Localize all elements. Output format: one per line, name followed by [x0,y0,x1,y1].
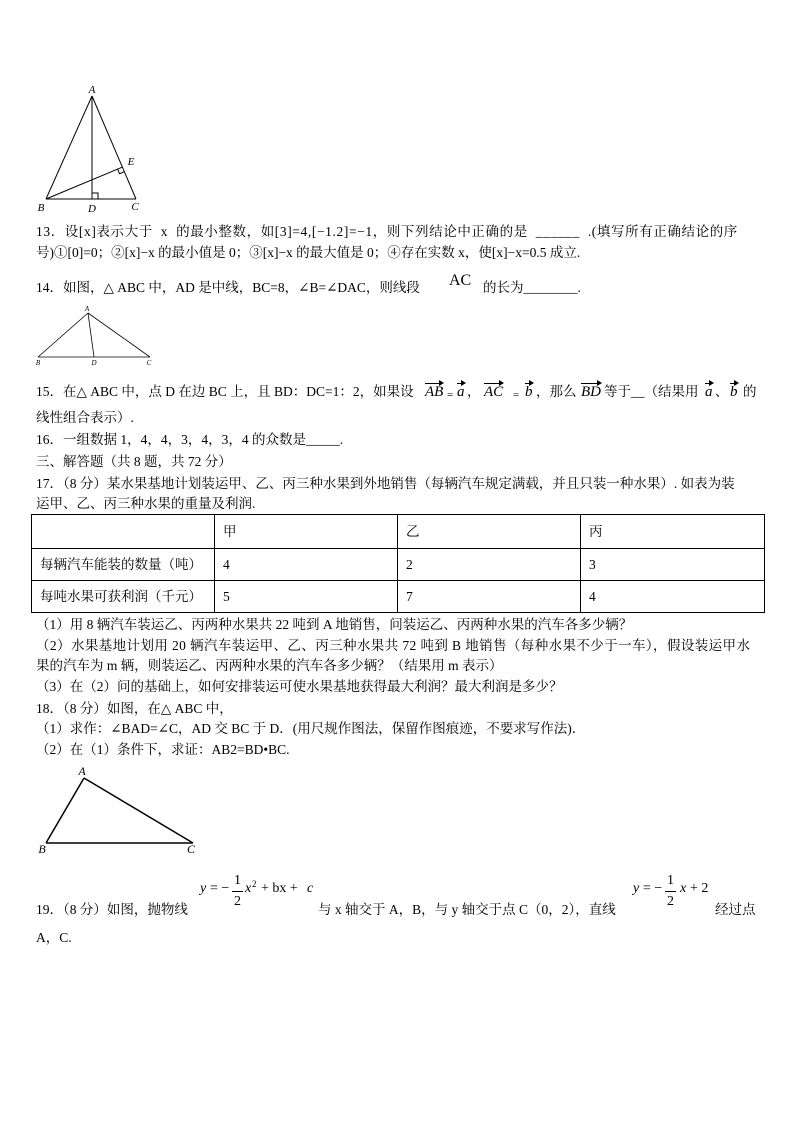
vector-a: a [457,384,465,400]
formula-equals-minus: = − [643,881,663,896]
formula-y: y [200,881,207,896]
fraction-numerator: 1 [234,873,241,888]
q17-text-line1: 17．（8 分）某水果基地计划装运甲、乙、丙三种水果到外地销售（每辆汽车规定满载，并且只装一种水果）. 如表为装 [36,476,735,491]
q13-text-line1: 13．设[x]表示大于 x 的最小整数，如[3]=4,[−1.2]=−1，则下列结论中正确的是 ______ .(填写所有正确结论的序 [36,224,738,239]
table-header-cell: 甲 [215,515,398,549]
q17-part1: （1）用 8 辆汽车装运乙、丙两种水果共 22 吨到 A 地销售，问装运乙、丙两种水果的汽车各多少辆？ [36,617,633,632]
equals-sign: = [513,389,520,401]
label-e: E [127,156,135,168]
vector-b: b [730,384,738,400]
q15-text-line2: 线性组合表示）. [36,410,134,425]
label-a: A [88,84,96,96]
segment-ab [38,313,88,357]
table-cell: 2 [398,549,581,581]
label-d: D [88,203,96,215]
parabola-equation [200,873,318,911]
q15-line1 [0,384,794,402]
fraction-denominator: 2 [667,894,674,909]
median-ad [88,313,94,357]
fraction-denominator: 2 [234,894,241,909]
line-equation [632,873,712,911]
comma: ， [467,384,481,399]
vector-bd: BD [581,384,601,400]
vector-a: a [705,384,713,400]
figure-triangle-altitudes [30,80,150,215]
table-row [32,549,765,581]
vector-ac: AC [484,384,504,400]
formula-exponent: 2 [252,879,257,889]
q13-text-line2: 号)①[0]=0；②[x]−x 的最小值是 0；③[x]−x 的最大值是 0；④存在实数 x，使[x]−x=0.5 成立. [36,245,581,260]
q14-text-lead: 14．如图，△ ABC 中，AD 是中线，BC=8，∠B=∠DAC，则线段 [36,280,420,295]
formula-equals-minus: = − [210,881,230,896]
vector-ab: AB [425,384,444,400]
q14-text-tail: 的长为________. [483,280,581,295]
formula-plus-bx: + bx + [261,881,298,896]
q17-part2-line2: 果的汽车为 m 辆，则装运乙、丙两种水果的汽车各多少辆？（结果用 m 表示） [36,658,503,673]
segment-be [46,167,122,199]
q18-text-line1: 18．（8 分）如图，在△ ABC 中， [36,701,233,716]
q19-text-line2: A，C. [36,930,72,945]
table-header-cell: 乙 [398,515,581,549]
segment-ab [46,778,84,843]
vector-b: b [525,384,533,400]
label-b: B [35,359,41,367]
q14-segment-ac: AC [449,272,472,289]
q19-text-mid: 与 x 轴交于 A，B，与 y 轴交于点 C（0，2），直线 [318,902,616,917]
label-d: D [91,359,97,367]
table-header-cell [32,515,215,549]
q17-text-line2: 运甲、乙、丙三种水果的重量及利润. [36,496,256,511]
q15-text-lead: 15．在△ ABC 中，点 D 在边 BC 上，且 BD：DC=1：2，如果设 [36,384,414,399]
label-b: B [38,842,46,856]
table-cell: 5 [215,581,398,613]
figure-triangle-median [30,302,160,370]
fraction-numerator: 1 [667,873,674,888]
q15-text-mid: ，那么 [536,384,577,399]
section-heading: 三、解答题（共 8 题，共 72 分） [36,454,232,469]
table-header-row [32,515,765,549]
q17-part2-line1: （2）水果基地计划用 20 辆汽车装运甲、乙、丙三种水果共 72 吨到 B 地销售（每种水果不少于一车），假设装运甲水 [36,638,751,653]
q18-part1: （1）求作：∠BAD=∠C，AD 交 BC 于 D．(用尺规作图法，保留作图痕迹，不要求写作法)． [36,721,586,736]
label-c: C [131,201,139,213]
fraction-bar [665,891,676,892]
label-c: C [186,842,196,856]
table-cell: 每辆汽车能装的数量（吨） [32,549,215,581]
separator: 、 [715,384,729,399]
table-cell: 7 [398,581,581,613]
formula-plus-two: + 2 [690,881,709,896]
formula-x: x [680,881,687,896]
segment-ac [92,96,136,199]
q19-text-tail: 经过点 [715,902,756,917]
formula-x: x [245,881,252,896]
q17-part3: （3）在（2）问的基础上，如何安排装运可使水果基地获得最大利润？最大利润是多少？ [36,679,563,694]
q16-text: 16．一组数据 1，4，4，3，4，3，4 的众数是_____. [36,432,344,447]
label-a: A [78,764,86,778]
figure-triangle-abc [30,762,205,858]
formula-y: y [633,881,640,896]
q15-text-end: 的 [743,384,757,399]
table-cell: 4 [581,581,765,613]
segment-ac [84,778,193,843]
fruit-data-table [31,514,765,613]
table-cell: 每吨水果可获利润（千元） [32,581,215,613]
label-c: C [146,359,152,367]
equals-sign: = [447,389,454,401]
formula-c: c [307,881,314,896]
q18-part2: （2）在（1）条件下，求证：AB2=BD•BC. [36,742,290,757]
table-cell: 3 [581,549,765,581]
q19-text-lead: 19．（8 分）如图，抛物线 [36,902,188,917]
table-cell: 4 [215,549,398,581]
label-a: A [84,305,90,313]
segment-ab [46,96,92,199]
right-angle-mark-d [92,193,98,199]
table-row [32,581,765,613]
q15-text-mid2: 等于__（结果用 [604,384,699,399]
segment-ac [88,313,150,357]
fraction-bar [232,891,243,892]
table-header-cell: 丙 [581,515,765,549]
label-b: B [37,202,45,214]
